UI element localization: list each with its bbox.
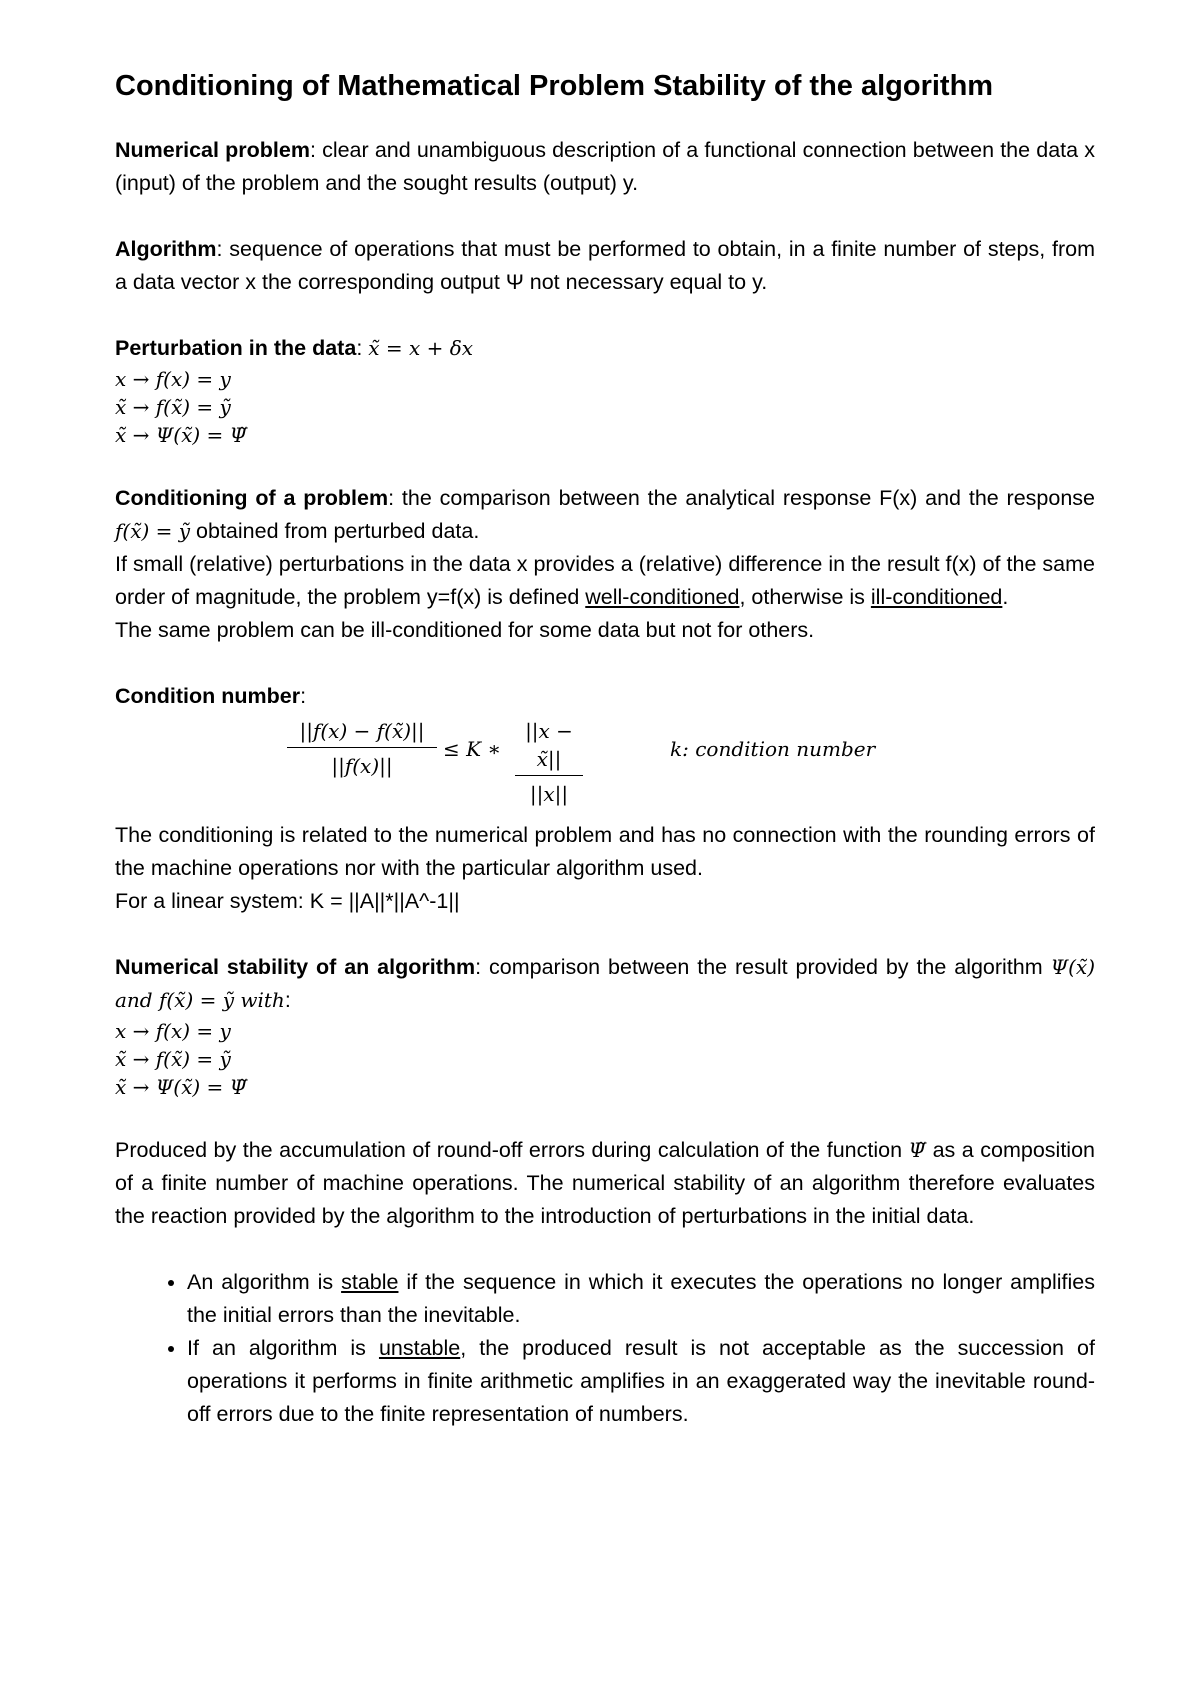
numerical-problem-text: : clear and unambiguous description of a functional connection between the data x (input) of the problem and the sought results (output) y. xyxy=(115,137,1095,195)
numerical-problem-paragraph xyxy=(115,134,1095,200)
conditioning-note: The same problem can be ill-conditioned for some data but not for others. xyxy=(115,617,815,642)
perturbation-line-1: x → f(x) = y xyxy=(115,366,231,391)
formula-right-denominator: ||x|| xyxy=(529,781,569,806)
formula-right-numerator: ||x − x̃|| xyxy=(515,717,583,776)
perturbation-line-2: x̃ → f(x̃) = ỹ xyxy=(115,394,231,419)
perturbation-term: Perturbation in the data xyxy=(115,335,357,360)
conditioning-definition: If small (relative) perturbations in the data x provides a (relative) difference in the result f(x) of the same order of magnitude, the problem y=f(x) is defined well-conditioned, otherwise is ill-conditioned. xyxy=(115,551,1095,609)
stability-line-2: x̃ → f(x̃) = ỹ xyxy=(115,1046,231,1071)
stability-bullet-list xyxy=(115,1266,1095,1431)
conditioning-paragraph: Conditioning of a problem: the comparison between the analytical response F(x) and the response f(x̃) = ỹ obtained from perturbed data. xyxy=(115,485,1096,543)
stability-paragraph: Numerical stability of an algorithm: comparison between the result provided by the algorithm Ψ(x̃) and f(x̃) = ỹ with: xyxy=(115,954,1096,1012)
psi-tilde-symbol: Ψ̃ xyxy=(908,1137,927,1162)
stability-term: Numerical stability of an algorithm xyxy=(115,954,476,979)
page-title: Conditioning of Mathematical Problem Stability of the algorithm xyxy=(115,70,994,102)
stability-line-3: x̃ → Ψ(x̃) = Ψ̃ xyxy=(115,1074,248,1099)
condition-number-term: Condition number xyxy=(115,683,301,708)
round-off-paragraph: Produced by the accumulation of round-off errors during calculation of the function Ψ̃ as a composition of a finite number of machine operations. The numerical stability of an algorithm therefore evaluates the reaction provided by the algorithm to the introduction of perturbations in the initial data. xyxy=(115,1137,1095,1228)
formula-left-numerator: ||f(x) − f(x̃)|| xyxy=(287,717,437,748)
algorithm-term: Algorithm xyxy=(115,236,217,261)
formula-fraction-left xyxy=(287,717,437,780)
condition-number-heading: Condition number: xyxy=(115,683,307,708)
linear-system-line: For a linear system: K = ||A||*||A^-1|| xyxy=(115,888,460,913)
well-conditioned-term: well-conditioned xyxy=(585,584,740,609)
stability-math: Ψ(x̃) and f(x̃) = ỹ with xyxy=(115,954,1096,1012)
bullet-stable: • An algorithm is stable if the sequence in which it executes the operations no longer amplifies the initial errors than the inevitable. xyxy=(187,1266,1095,1332)
algorithm-paragraph xyxy=(115,233,1095,299)
formula-note: k: condition number xyxy=(670,736,876,761)
perturbation-expression: x̃ = x + δx xyxy=(368,335,474,360)
perturbation-line-3: x̃ → Ψ(x̃) = Ψ̃ xyxy=(115,422,248,447)
document-page xyxy=(115,68,1095,1431)
formula-left-denominator: ||f(x)|| xyxy=(331,753,393,778)
conditioning-rounding-paragraph: The conditioning is related to the numerical problem and has no connection with the rounding errors of the machine operations nor with the particular algorithm used. xyxy=(115,822,1095,880)
ill-conditioned-term: ill-conditioned xyxy=(870,584,1003,609)
bullet-unstable: • If an algorithm is unstable, the produced result is not acceptable as the succession of operations it performs in finite arithmetic amplifies in an exaggerated way the inevitable round-off errors due to the finite representation of numbers. xyxy=(187,1332,1095,1431)
conditioning-term: Conditioning of a problem xyxy=(115,485,389,510)
stable-term: stable xyxy=(341,1269,399,1294)
algorithm-text: : sequence of operations that must be performed to obtain, in a finite number of steps, from a data vector x the corresponding output Ψ not necessary equal to y. xyxy=(115,236,1095,294)
condition-number-formula xyxy=(115,717,1095,806)
perturbation-heading: Perturbation in the data: x̃ = x + δx xyxy=(115,335,474,360)
numerical-problem-term: Numerical problem xyxy=(115,137,310,162)
conditioning-math: f(x̃) = ỹ xyxy=(115,518,191,543)
stability-line-1: x → f(x) = y xyxy=(115,1018,231,1043)
unstable-term: unstable xyxy=(378,1335,461,1360)
formula-fraction-right xyxy=(515,717,583,808)
formula-operator: ≤ K ∗ xyxy=(443,736,502,761)
